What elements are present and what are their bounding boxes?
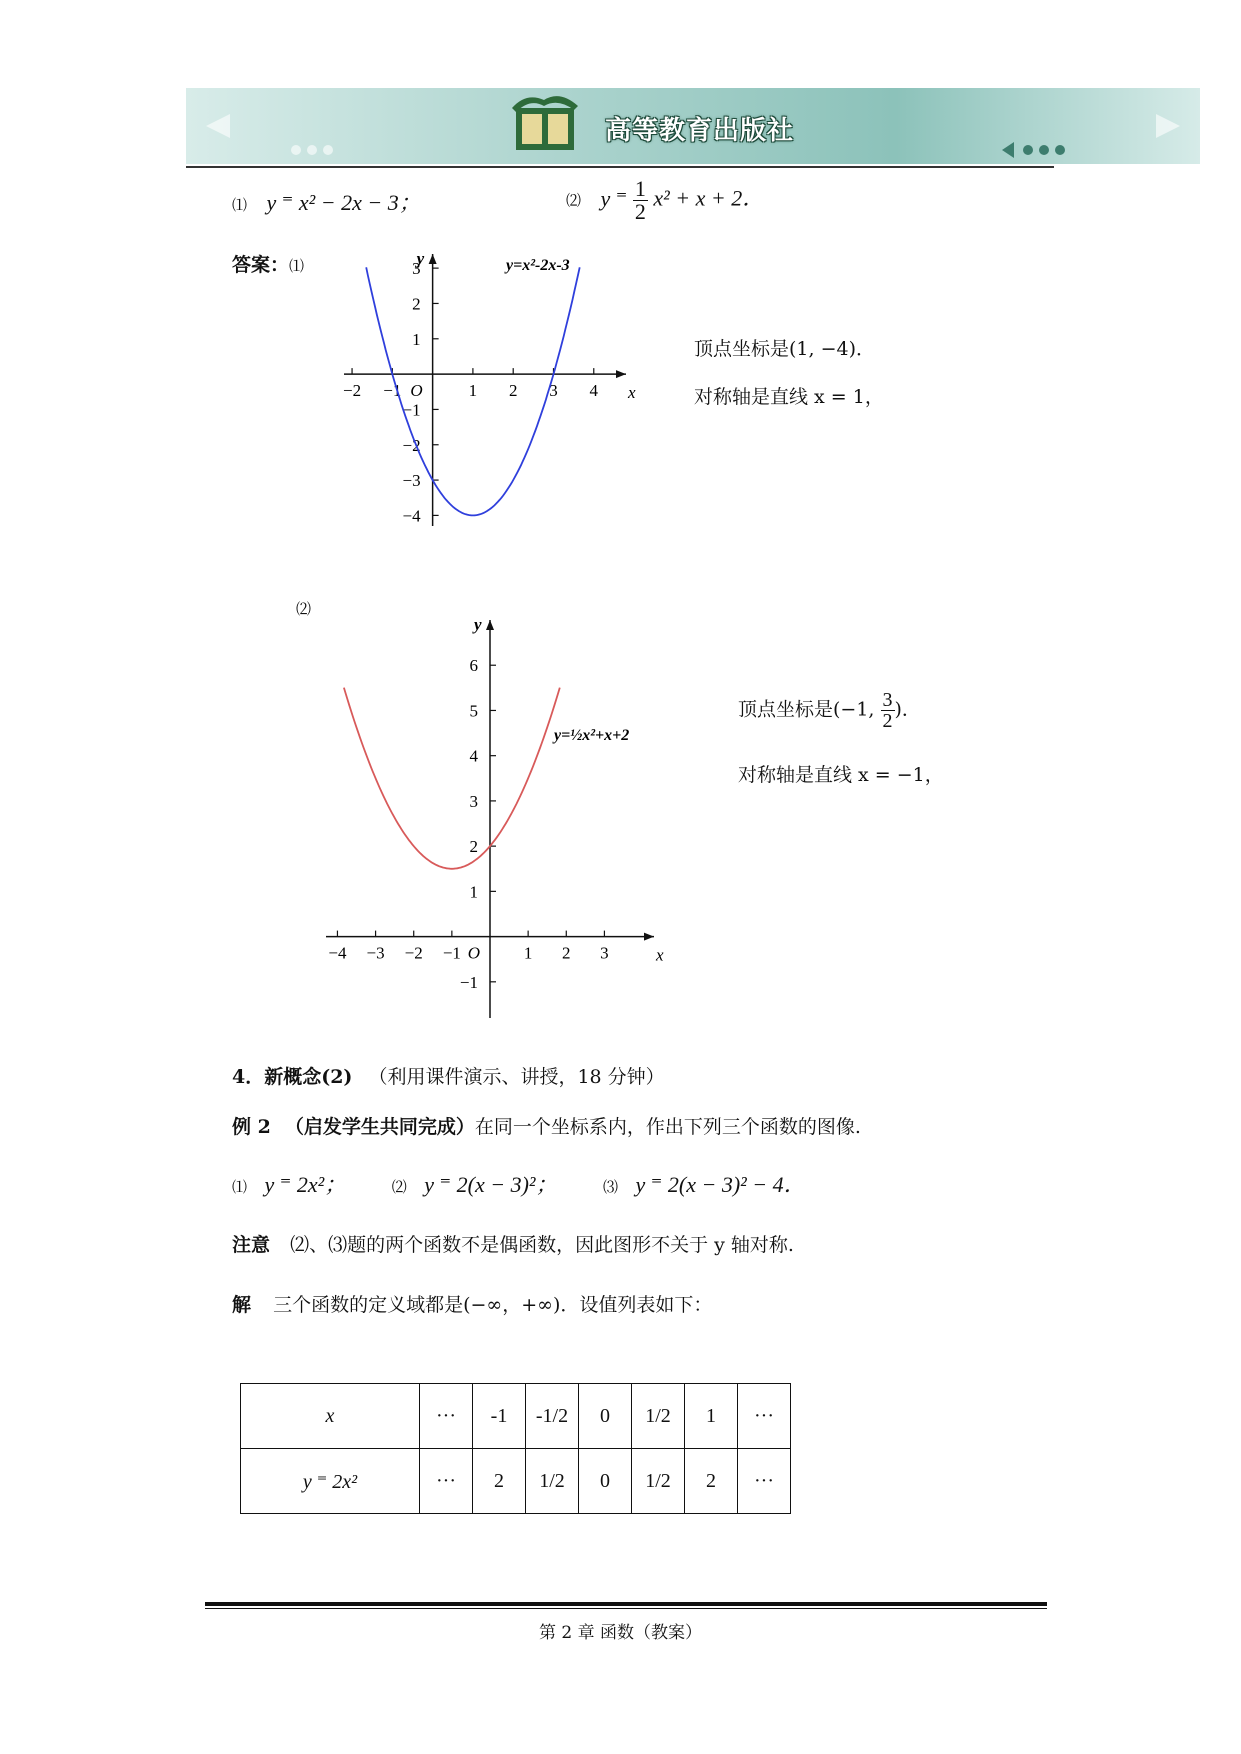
footer-text: 第 2 章 函数（教案） [538,1623,703,1643]
footer-rule [205,1602,1047,1606]
header-rule [186,166,1054,168]
y-tick-label: 4 [469,746,478,766]
y-tick-label: 1 [469,882,478,902]
curve-annotation: y=x²-2x-3 [506,257,570,274]
y-axis-arrow [429,254,437,264]
y-tick-label: 2 [469,837,478,857]
x-axis-arrow [616,370,626,378]
example-hint: （启发学生共同完成） [284,1116,475,1138]
y-tick-label: 3 [412,259,421,279]
table-cell: 1/2 [526,1449,579,1514]
function-1: y ⁼ 2x²； [264,1172,347,1197]
x-tick-label: −1 [383,381,402,401]
x-axis-label: x [656,945,664,965]
y-axis-arrow [486,620,494,630]
x-tick-label: 3 [600,943,609,963]
y-tick-label: −1 [402,400,421,420]
y-tick-label: 5 [469,701,478,721]
y-tick-label: 2 [412,294,421,314]
vertex-text-1: 顶点坐标是(1, −4)． [694,338,876,360]
notice-text: ⑵、⑶题的两个函数不是偶函数，因此图形不关于 y 轴对称. [290,1234,794,1256]
item-number: ⑴ [232,198,248,214]
y-tick-label: −2 [402,435,421,455]
x-tick-label: −3 [366,943,385,963]
table-cell: 0 [579,1384,632,1449]
parabola-chart-2 [310,604,670,1034]
formula-suffix: x² + x + 2． [653,185,765,211]
row-header-y: y ⁼ 2x² [241,1449,420,1514]
table-cell: ··· [420,1384,473,1449]
value-table [240,1383,791,1514]
x-tick-label: 2 [508,381,518,401]
table-cell: 2 [685,1449,738,1514]
x-tick-label: −2 [404,943,423,963]
section-title: 4．新概念(2) [232,1066,353,1088]
publisher-logo-icon [512,96,578,150]
table-cell: 1/2 [632,1384,685,1449]
table-cell: ··· [420,1449,473,1514]
table-row [241,1449,791,1514]
table-cell: 1 [685,1384,738,1449]
table-cell: 2 [473,1449,526,1514]
function-list: ⑴ y ⁼ 2x²； ⑵ y ⁼ 2(x − 3)²； ⑶ y ⁼ 2(x − 3)² − 4． [232,1172,806,1197]
y-tick-label: 1 [412,329,421,349]
y-axis-label: y [474,615,482,634]
answer-part1-number: ⑴ [289,259,305,275]
section-note: （利用课件演示、讲授，18 分钟） [368,1066,665,1088]
vertex-text-2: 顶点坐标是(−1, $\frac{3}{2}$ )． [738,689,921,732]
parabola-curve [344,688,560,869]
section-heading [232,1062,665,1089]
item-number: ⑵ [566,193,582,210]
y-tick-label: −4 [402,506,421,526]
exercise-item-2 [566,178,764,223]
answer-label: 答案： [232,254,290,276]
x-tick-label: 1 [523,943,533,963]
row-header-x: x [241,1384,420,1449]
table-cell: -1/2 [526,1384,579,1449]
table-cell: ··· [738,1384,791,1449]
x-axis-arrow [644,933,654,941]
parabola-chart-1 [330,240,640,540]
y-tick-label: −3 [402,471,421,491]
y-tick-label: 3 [469,791,478,811]
x-tick-label: −1 [442,943,461,963]
notice-label: 注意 [232,1234,271,1256]
x-tick-label: 2 [562,943,571,963]
x-tick-label: 1 [468,381,478,401]
table-cell: -1 [473,1384,526,1449]
solution-label: 解 [232,1294,252,1316]
x-tick-label: 4 [589,381,599,401]
origin-label: O [467,943,480,963]
y-axis-label: y [416,249,425,268]
table-cell: 0 [579,1449,632,1514]
notice [232,1230,794,1257]
function-3: y ⁼ 2(x − 3)² − 4． [635,1172,806,1197]
fraction: $\frac{1}{2}$ [634,176,646,224]
exercise-item-1 [232,186,421,217]
formula: y ⁼ x² − 2x − 3； [266,190,421,215]
answer-part2-number: ⑵ [296,602,312,618]
axis-text-2: 对称轴是直线 x = −1， [738,764,944,786]
publisher-name: 高等教育出版社 [605,116,795,146]
function-2: y ⁼ 2(x − 3)²； [424,1172,558,1197]
solution-text: 三个函数的定义域都是(−∞，+∞)．设值列表如下： [273,1294,713,1316]
table-row [241,1384,791,1449]
solution [232,1290,712,1317]
x-tick-label: −2 [343,381,362,401]
origin-label: O [410,381,423,401]
y-tick-label: −1 [459,972,478,992]
formula-prefix: y ⁼ [600,185,628,211]
y-tick-label: 6 [469,656,478,676]
curve-annotation: y=½x²+x+2 [554,727,630,744]
example-label: 例 2 [232,1116,271,1138]
table-cell: 1/2 [632,1449,685,1514]
example-text: 在同一个坐标系内，作出下列三个函数的图像. [474,1116,861,1138]
example-2 [232,1112,861,1139]
table-cell: ··· [738,1449,791,1514]
footer-rule-thin [205,1608,1047,1609]
axis-text-1: 对称轴是直线 x = 1， [694,386,884,408]
answer-line [232,250,304,277]
vertex-fraction: $\frac{3}{2}$ [882,689,893,732]
x-tick-label: −4 [328,943,347,963]
x-axis-label: x [628,383,636,403]
x-tick-label: 3 [549,381,558,401]
